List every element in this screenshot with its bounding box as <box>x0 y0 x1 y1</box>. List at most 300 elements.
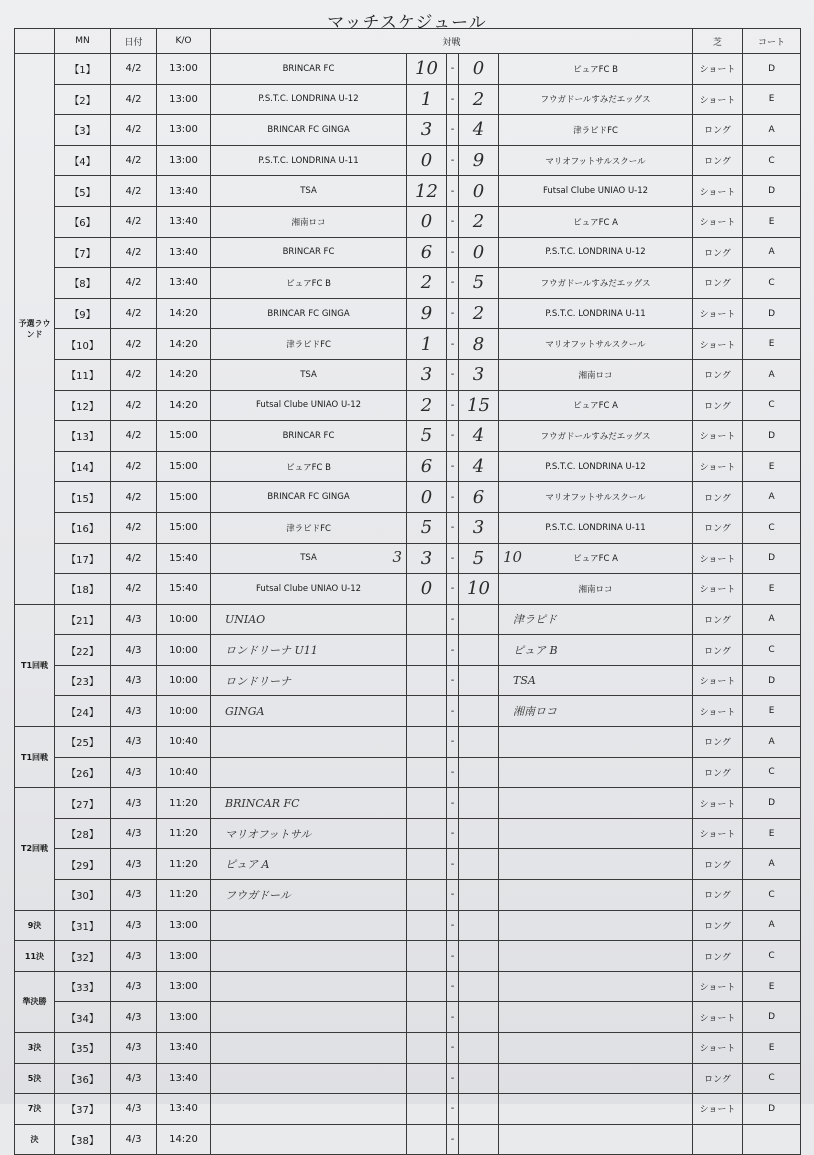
turf-type: ロング <box>693 268 743 299</box>
away-score: 5 <box>459 268 499 299</box>
home-team: ロンドリーナ U11 <box>211 635 407 666</box>
kickoff-time: 13:00 <box>157 84 211 115</box>
away-team <box>499 788 693 819</box>
kickoff-time: 13:40 <box>157 1094 211 1125</box>
match-date: 4/2 <box>111 145 157 176</box>
away-score <box>459 1124 499 1155</box>
table-row <box>15 696 801 727</box>
match-number: 【28】 <box>55 818 111 849</box>
away-score <box>459 818 499 849</box>
score-separator: - <box>447 206 459 237</box>
match-number: 【38】 <box>55 1124 111 1155</box>
home-team: P.S.T.C. LONDRINA U-12 <box>211 84 407 115</box>
handwritten-extra-score: 10 <box>503 547 523 566</box>
turf-type: ロング <box>693 849 743 880</box>
match-date: 4/3 <box>111 818 157 849</box>
kickoff-time: 13:40 <box>157 176 211 207</box>
court-letter: E <box>743 329 801 360</box>
kickoff-time: 13:40 <box>157 206 211 237</box>
score-separator: - <box>447 84 459 115</box>
round-label: 9決 <box>15 910 55 941</box>
kickoff-time: 11:20 <box>157 788 211 819</box>
home-team: マリオフットサル <box>211 818 407 849</box>
handwritten-extra-score: 3 <box>392 547 402 566</box>
home-score <box>407 1063 447 1094</box>
match-number: 【26】 <box>55 757 111 788</box>
turf-type: ロング <box>693 635 743 666</box>
home-score: 2 <box>407 390 447 421</box>
match-date: 4/2 <box>111 512 157 543</box>
match-date: 4/2 <box>111 421 157 452</box>
home-score <box>407 1033 447 1064</box>
kickoff-time: 13:40 <box>157 268 211 299</box>
match-number: 【37】 <box>55 1094 111 1125</box>
home-team: BRINCAR FC GINGA <box>211 298 407 329</box>
court-letter: A <box>743 727 801 758</box>
table-row <box>15 910 801 941</box>
match-number: 【8】 <box>55 268 111 299</box>
match-number: 【18】 <box>55 574 111 605</box>
round-label: T1回戦 <box>15 604 55 726</box>
home-score: 3 <box>407 115 447 146</box>
turf-type: ショート <box>693 206 743 237</box>
match-date: 4/2 <box>111 543 157 574</box>
header-court: コート <box>743 29 801 54</box>
away-team: フウガドールすみだエッグス <box>499 268 693 299</box>
home-score: 0 <box>407 206 447 237</box>
home-team: ピュアFC B <box>211 451 407 482</box>
away-team: マリオフットサルスクール <box>499 145 693 176</box>
kickoff-time: 10:00 <box>157 696 211 727</box>
court-letter: D <box>743 1002 801 1033</box>
away-score: 5 <box>459 543 499 574</box>
turf-type: ロング <box>693 115 743 146</box>
score-separator: - <box>447 1094 459 1125</box>
turf-type: ロング <box>693 145 743 176</box>
table-row <box>15 512 801 543</box>
header-ko: K/O <box>157 29 211 54</box>
home-score: 3 <box>407 359 447 390</box>
away-score: 4 <box>459 115 499 146</box>
round-label: 予選ラウンド <box>15 54 55 605</box>
court-letter: C <box>743 145 801 176</box>
turf-type: ショート <box>693 818 743 849</box>
match-date: 4/3 <box>111 788 157 819</box>
header-match: 対戦 <box>211 29 693 54</box>
round-label: 5決 <box>15 1063 55 1094</box>
home-score: 5 <box>407 512 447 543</box>
home-team <box>211 1002 407 1033</box>
home-score <box>407 818 447 849</box>
away-score <box>459 849 499 880</box>
away-team: P.S.T.C. LONDRINA U-12 <box>499 451 693 482</box>
away-team: ピュアFC A 10 <box>499 543 693 574</box>
turf-type: ショート <box>693 574 743 605</box>
court-letter: E <box>743 818 801 849</box>
table-row <box>15 54 801 85</box>
home-team <box>211 1124 407 1155</box>
match-date: 4/3 <box>111 1033 157 1064</box>
round-label: 決 <box>15 1124 55 1155</box>
score-separator: - <box>447 757 459 788</box>
score-separator: - <box>447 665 459 696</box>
table-row <box>15 635 801 666</box>
kickoff-time: 14:20 <box>157 298 211 329</box>
match-date: 4/2 <box>111 176 157 207</box>
table-row <box>15 451 801 482</box>
home-team: Futsal Clube UNIAO U-12 <box>211 390 407 421</box>
table-row <box>15 1094 801 1125</box>
score-separator: - <box>447 298 459 329</box>
home-team <box>211 1033 407 1064</box>
away-score <box>459 604 499 635</box>
turf-type: ショート <box>693 84 743 115</box>
turf-type: ショート <box>693 1002 743 1033</box>
away-score: 2 <box>459 298 499 329</box>
court-letter: A <box>743 604 801 635</box>
page-title: マッチスケジュール <box>327 13 487 33</box>
score-separator: - <box>447 329 459 360</box>
home-score: 3 <box>407 543 447 574</box>
home-score <box>407 971 447 1002</box>
table-row <box>15 237 801 268</box>
turf-type: ショート <box>693 176 743 207</box>
away-score: 0 <box>459 176 499 207</box>
court-letter: D <box>743 543 801 574</box>
match-date: 4/3 <box>111 971 157 1002</box>
away-team <box>499 941 693 972</box>
match-date: 4/3 <box>111 1094 157 1125</box>
score-separator: - <box>447 451 459 482</box>
round-label: T2回戦 <box>15 788 55 910</box>
match-number: 【29】 <box>55 849 111 880</box>
away-score <box>459 1063 499 1094</box>
match-date: 4/2 <box>111 574 157 605</box>
kickoff-time: 13:00 <box>157 115 211 146</box>
table-row <box>15 604 801 635</box>
kickoff-time: 13:40 <box>157 1033 211 1064</box>
home-score: 12 <box>407 176 447 207</box>
home-team: BRINCAR FC <box>211 788 407 819</box>
match-number: 【33】 <box>55 971 111 1002</box>
away-team: P.S.T.C. LONDRINA U-11 <box>499 298 693 329</box>
match-number: 【24】 <box>55 696 111 727</box>
table-row <box>15 1033 801 1064</box>
home-team <box>211 1063 407 1094</box>
match-number: 【16】 <box>55 512 111 543</box>
table-row <box>15 971 801 1002</box>
away-score: 10 <box>459 574 499 605</box>
away-team <box>499 910 693 941</box>
kickoff-time: 14:20 <box>157 390 211 421</box>
home-score: 9 <box>407 298 447 329</box>
match-date: 4/3 <box>111 665 157 696</box>
away-team <box>499 849 693 880</box>
match-date: 4/2 <box>111 298 157 329</box>
turf-type: ロング <box>693 604 743 635</box>
match-date: 4/3 <box>111 757 157 788</box>
away-team: ピュアFC A <box>499 206 693 237</box>
away-score <box>459 696 499 727</box>
match-date: 4/3 <box>111 1002 157 1033</box>
match-date: 4/3 <box>111 604 157 635</box>
home-score: 0 <box>407 145 447 176</box>
table-row <box>15 1124 801 1155</box>
home-score: 6 <box>407 237 447 268</box>
court-letter: C <box>743 512 801 543</box>
round-label: 準決勝 <box>15 971 55 1032</box>
match-number: 【9】 <box>55 298 111 329</box>
kickoff-time: 15:40 <box>157 543 211 574</box>
away-score <box>459 1002 499 1033</box>
court-letter: A <box>743 849 801 880</box>
round-label: 3決 <box>15 1033 55 1064</box>
table-row <box>15 176 801 207</box>
away-team: フウガドールすみだエッグス <box>499 421 693 452</box>
away-score: 4 <box>459 421 499 452</box>
away-team <box>499 971 693 1002</box>
turf-type: ショート <box>693 329 743 360</box>
turf-type: ロング <box>693 512 743 543</box>
home-team: Futsal Clube UNIAO U-12 <box>211 574 407 605</box>
table-row <box>15 390 801 421</box>
table-row <box>15 849 801 880</box>
match-number: 【15】 <box>55 482 111 513</box>
home-team: フウガドール <box>211 880 407 911</box>
table-row <box>15 421 801 452</box>
match-number: 【32】 <box>55 941 111 972</box>
turf-type: ショート <box>693 971 743 1002</box>
score-separator: - <box>447 1124 459 1155</box>
court-letter: C <box>743 268 801 299</box>
court-letter: E <box>743 971 801 1002</box>
court-letter: C <box>743 880 801 911</box>
match-number: 【27】 <box>55 788 111 819</box>
away-score <box>459 1094 499 1125</box>
score-separator: - <box>447 635 459 666</box>
kickoff-time: 13:00 <box>157 941 211 972</box>
match-number: 【6】 <box>55 206 111 237</box>
home-score: 6 <box>407 451 447 482</box>
score-separator: - <box>447 359 459 390</box>
table-row <box>15 665 801 696</box>
home-score <box>407 1002 447 1033</box>
home-score <box>407 727 447 758</box>
match-number: 【11】 <box>55 359 111 390</box>
score-separator: - <box>447 788 459 819</box>
score-separator: - <box>447 696 459 727</box>
score-separator: - <box>447 971 459 1002</box>
kickoff-time: 15:00 <box>157 512 211 543</box>
away-score <box>459 757 499 788</box>
score-separator: - <box>447 1063 459 1094</box>
court-letter: D <box>743 788 801 819</box>
table-row <box>15 880 801 911</box>
table-row <box>15 757 801 788</box>
turf-type: ロング <box>693 880 743 911</box>
home-team: ロンドリーナ <box>211 665 407 696</box>
away-team: 湘南ロコ <box>499 574 693 605</box>
away-team: TSA <box>499 665 693 696</box>
court-letter <box>743 1124 801 1155</box>
away-score: 9 <box>459 145 499 176</box>
match-number: 【25】 <box>55 727 111 758</box>
match-date: 4/3 <box>111 1063 157 1094</box>
home-score <box>407 941 447 972</box>
away-team <box>499 1124 693 1155</box>
match-date: 4/3 <box>111 727 157 758</box>
court-letter: C <box>743 1063 801 1094</box>
court-letter: C <box>743 941 801 972</box>
court-letter: A <box>743 482 801 513</box>
home-team: ピュアFC B <box>211 268 407 299</box>
match-number: 【23】 <box>55 665 111 696</box>
score-separator: - <box>447 390 459 421</box>
match-schedule-table <box>14 28 801 1155</box>
away-team: 湘南ロコ <box>499 359 693 390</box>
kickoff-time: 15:00 <box>157 482 211 513</box>
turf-type: ロング <box>693 482 743 513</box>
match-date: 4/2 <box>111 390 157 421</box>
away-team <box>499 1094 693 1125</box>
table-row <box>15 145 801 176</box>
score-separator: - <box>447 543 459 574</box>
away-score <box>459 788 499 819</box>
kickoff-time: 10:00 <box>157 665 211 696</box>
away-score: 4 <box>459 451 499 482</box>
match-number: 【22】 <box>55 635 111 666</box>
turf-type: ロング <box>693 757 743 788</box>
court-letter: E <box>743 574 801 605</box>
table-row <box>15 329 801 360</box>
away-score: 8 <box>459 329 499 360</box>
header-turf: 芝 <box>693 29 743 54</box>
kickoff-time: 11:20 <box>157 849 211 880</box>
turf-type: ロング <box>693 727 743 758</box>
score-separator: - <box>447 482 459 513</box>
table-row <box>15 788 801 819</box>
home-score <box>407 910 447 941</box>
score-separator: - <box>447 941 459 972</box>
home-score <box>407 665 447 696</box>
turf-type: ショート <box>693 788 743 819</box>
score-separator: - <box>447 604 459 635</box>
match-date: 4/3 <box>111 635 157 666</box>
table-row <box>15 482 801 513</box>
court-letter: C <box>743 635 801 666</box>
away-team: マリオフットサルスクール <box>499 329 693 360</box>
table-row <box>15 818 801 849</box>
score-separator: - <box>447 849 459 880</box>
table-row <box>15 1063 801 1094</box>
court-letter: E <box>743 84 801 115</box>
away-team: マリオフットサルスクール <box>499 482 693 513</box>
away-team <box>499 1033 693 1064</box>
table-row <box>15 206 801 237</box>
away-team <box>499 1063 693 1094</box>
kickoff-time: 11:20 <box>157 818 211 849</box>
court-letter: A <box>743 910 801 941</box>
away-score: 15 <box>459 390 499 421</box>
home-score: 0 <box>407 482 447 513</box>
kickoff-time: 15:40 <box>157 574 211 605</box>
away-team <box>499 757 693 788</box>
home-score: 1 <box>407 329 447 360</box>
away-score: 2 <box>459 84 499 115</box>
away-score: 0 <box>459 237 499 268</box>
court-letter: E <box>743 451 801 482</box>
away-team <box>499 818 693 849</box>
kickoff-time: 13:00 <box>157 971 211 1002</box>
table-row <box>15 268 801 299</box>
home-score <box>407 849 447 880</box>
home-score <box>407 788 447 819</box>
court-letter: A <box>743 115 801 146</box>
turf-type: ショート <box>693 1033 743 1064</box>
header-date: 日付 <box>111 29 157 54</box>
away-score <box>459 665 499 696</box>
match-date: 4/2 <box>111 54 157 85</box>
home-team: GINGA <box>211 696 407 727</box>
home-score <box>407 757 447 788</box>
turf-type: ロング <box>693 390 743 421</box>
away-team: ピュアFC A <box>499 390 693 421</box>
kickoff-time: 13:40 <box>157 237 211 268</box>
home-team <box>211 941 407 972</box>
kickoff-time: 10:40 <box>157 727 211 758</box>
kickoff-time: 15:00 <box>157 451 211 482</box>
score-separator: - <box>447 910 459 941</box>
score-separator: - <box>447 145 459 176</box>
score-separator: - <box>447 176 459 207</box>
turf-type: ロング <box>693 237 743 268</box>
table-row <box>15 941 801 972</box>
home-score <box>407 696 447 727</box>
home-team: UNIAO <box>211 604 407 635</box>
match-date: 4/3 <box>111 849 157 880</box>
table-row <box>15 84 801 115</box>
score-separator: - <box>447 54 459 85</box>
turf-type: ショート <box>693 1094 743 1125</box>
match-date: 4/3 <box>111 910 157 941</box>
away-score: 3 <box>459 359 499 390</box>
away-score <box>459 971 499 1002</box>
score-separator: - <box>447 1002 459 1033</box>
court-letter: E <box>743 206 801 237</box>
away-score: 3 <box>459 512 499 543</box>
court-letter: E <box>743 1033 801 1064</box>
round-label: 11決 <box>15 941 55 972</box>
kickoff-time: 10:00 <box>157 635 211 666</box>
match-date: 4/2 <box>111 482 157 513</box>
match-number: 【13】 <box>55 421 111 452</box>
match-date: 4/2 <box>111 206 157 237</box>
turf-type: ショート <box>693 54 743 85</box>
table-row <box>15 1002 801 1033</box>
away-team <box>499 880 693 911</box>
home-team: TSA <box>211 359 407 390</box>
match-date: 4/2 <box>111 329 157 360</box>
turf-type: ショート <box>693 696 743 727</box>
match-number: 【7】 <box>55 237 111 268</box>
match-number: 【4】 <box>55 145 111 176</box>
home-team: BRINCAR FC <box>211 237 407 268</box>
home-score <box>407 635 447 666</box>
kickoff-time: 15:00 <box>157 421 211 452</box>
turf-type: ショート <box>693 665 743 696</box>
away-team <box>499 727 693 758</box>
kickoff-time: 14:20 <box>157 359 211 390</box>
